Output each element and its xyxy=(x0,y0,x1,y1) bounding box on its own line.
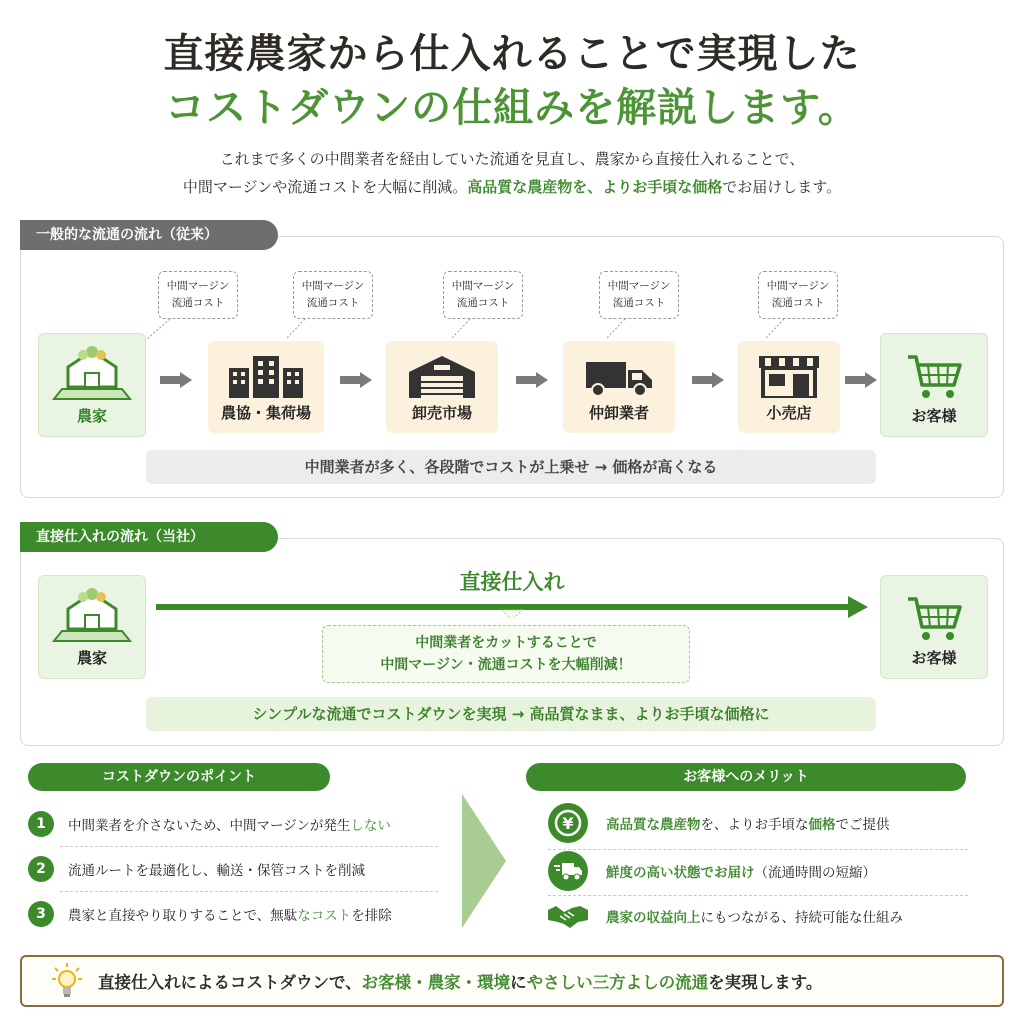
bubble-tails xyxy=(0,0,1024,360)
chevron-right-icon xyxy=(462,794,506,928)
farm-house-icon xyxy=(52,585,132,643)
direct-node-farm xyxy=(38,575,146,679)
margin-bubble-1: 中間マージン 流通コスト xyxy=(158,271,238,319)
storefront-icon xyxy=(757,354,821,398)
margin-bubble-4: 中間マージン 流通コスト xyxy=(599,271,679,319)
flow-arrow-5 xyxy=(845,372,877,388)
node-retail-store xyxy=(738,341,840,433)
shopping-cart-icon xyxy=(906,353,962,401)
point-number: 2 xyxy=(28,856,54,882)
flow-arrow-4 xyxy=(692,372,724,388)
direct-flow-tag: 直接仕入れの流れ（当社） xyxy=(20,522,278,552)
divider xyxy=(60,846,438,847)
merit-text: 農家の収益向上にもつながる、持続可能な仕組み xyxy=(606,910,903,926)
node-label: 農家 xyxy=(76,407,107,425)
point-item-3 xyxy=(28,900,438,928)
intro-line2-highlight: 高品質な農産物を、よりお手頃な価格 xyxy=(467,178,723,196)
node-label: 仲卸業者 xyxy=(588,404,649,422)
intro-line1: これまで多くの中間業者を経由していた流通を見直し、農家から直接仕入れることで、 xyxy=(219,150,805,168)
points-heading: コストダウンのポイント xyxy=(28,763,330,791)
point-item-2 xyxy=(28,855,438,883)
node-intermediate-wholesaler xyxy=(563,341,675,433)
divider xyxy=(60,891,438,892)
node-cooperative xyxy=(208,341,324,433)
intro-line2-a: 中間マージンや流通コストを大幅に削減。 xyxy=(182,178,468,196)
point-text: 中間業者を介さないため、中間マージンが発生しない xyxy=(68,818,391,834)
footer-text: 直接仕入れによるコストダウンで、お客様・農家・環境にやさしい三方よしの流通を実現します。 xyxy=(98,973,823,992)
direct-flow-arrow xyxy=(156,596,868,618)
page-title-line1: 直接農家から仕入れることで実現した xyxy=(163,31,861,77)
node-label: 農家 xyxy=(76,649,107,667)
buildings-icon xyxy=(225,354,307,398)
traditional-flow-tag: 一般的な流通の流れ（従来） xyxy=(20,220,278,250)
merit-item-1 xyxy=(548,802,968,844)
intro-line2-c: でお届けします。 xyxy=(722,178,842,196)
merit-item-3 xyxy=(548,895,968,937)
point-item-1 xyxy=(28,810,438,838)
direct-summary: シンプルな流通でコストダウンを実現 → 高品質なまま、よりお手頃な価格に xyxy=(146,697,876,731)
merit-item-2 xyxy=(548,850,968,892)
flow-arrow-1 xyxy=(160,372,192,388)
margin-bubble-5: 中間マージン 流通コスト xyxy=(758,271,838,319)
truck-icon xyxy=(584,358,654,398)
node-label: 小売店 xyxy=(766,404,812,422)
page-title-line2: コストダウンの仕組みを解説します。 xyxy=(165,85,859,131)
warehouse-icon xyxy=(407,354,477,398)
node-label: 農協・集荷場 xyxy=(220,404,311,422)
node-farm xyxy=(38,333,146,437)
merit-text: 高品質な農産物を、よりお手頃な価格でご提供 xyxy=(606,817,890,833)
yen-coin-icon xyxy=(548,803,588,843)
node-label: お客様 xyxy=(911,649,957,667)
merits-heading: お客様へのメリット xyxy=(526,763,966,791)
point-number: 3 xyxy=(28,901,54,927)
node-customer xyxy=(880,333,988,437)
lightbulb-icon xyxy=(52,963,82,999)
traditional-summary: 中間業者が多く、各段階でコストが上乗せ → 価格が高くなる xyxy=(146,450,876,484)
farm-house-icon xyxy=(52,343,132,401)
shopping-cart-icon xyxy=(906,595,962,643)
fast-delivery-icon xyxy=(548,851,588,891)
point-text: 流通ルートを最適化し、輸送・保管コストを削減 xyxy=(68,863,365,879)
margin-bubble-2: 中間マージン 流通コスト xyxy=(293,271,373,319)
point-text: 農家と直接やり取りすることで、無駄なコストを排除 xyxy=(68,908,392,924)
handshake-icon xyxy=(548,896,588,936)
svg-text:¥: ¥ xyxy=(562,814,574,833)
direct-note: 中間業者をカットすることで 中間マージン・流通コストを大幅削減！ xyxy=(322,625,690,683)
node-wholesale-market xyxy=(386,341,498,433)
node-label: 卸売市場 xyxy=(411,404,472,422)
margin-bubble-3: 中間マージン 流通コスト xyxy=(443,271,523,319)
flow-arrow-2 xyxy=(340,372,372,388)
direct-node-customer xyxy=(880,575,988,679)
direct-arrow-label: 直接仕入れ xyxy=(459,570,565,594)
merit-text: 鮮度の高い状態でお届け（流通時間の短縮） xyxy=(606,865,876,881)
flow-arrow-3 xyxy=(516,372,548,388)
footer-banner xyxy=(20,955,1004,1007)
node-label: お客様 xyxy=(911,407,957,425)
point-number: 1 xyxy=(28,811,54,837)
